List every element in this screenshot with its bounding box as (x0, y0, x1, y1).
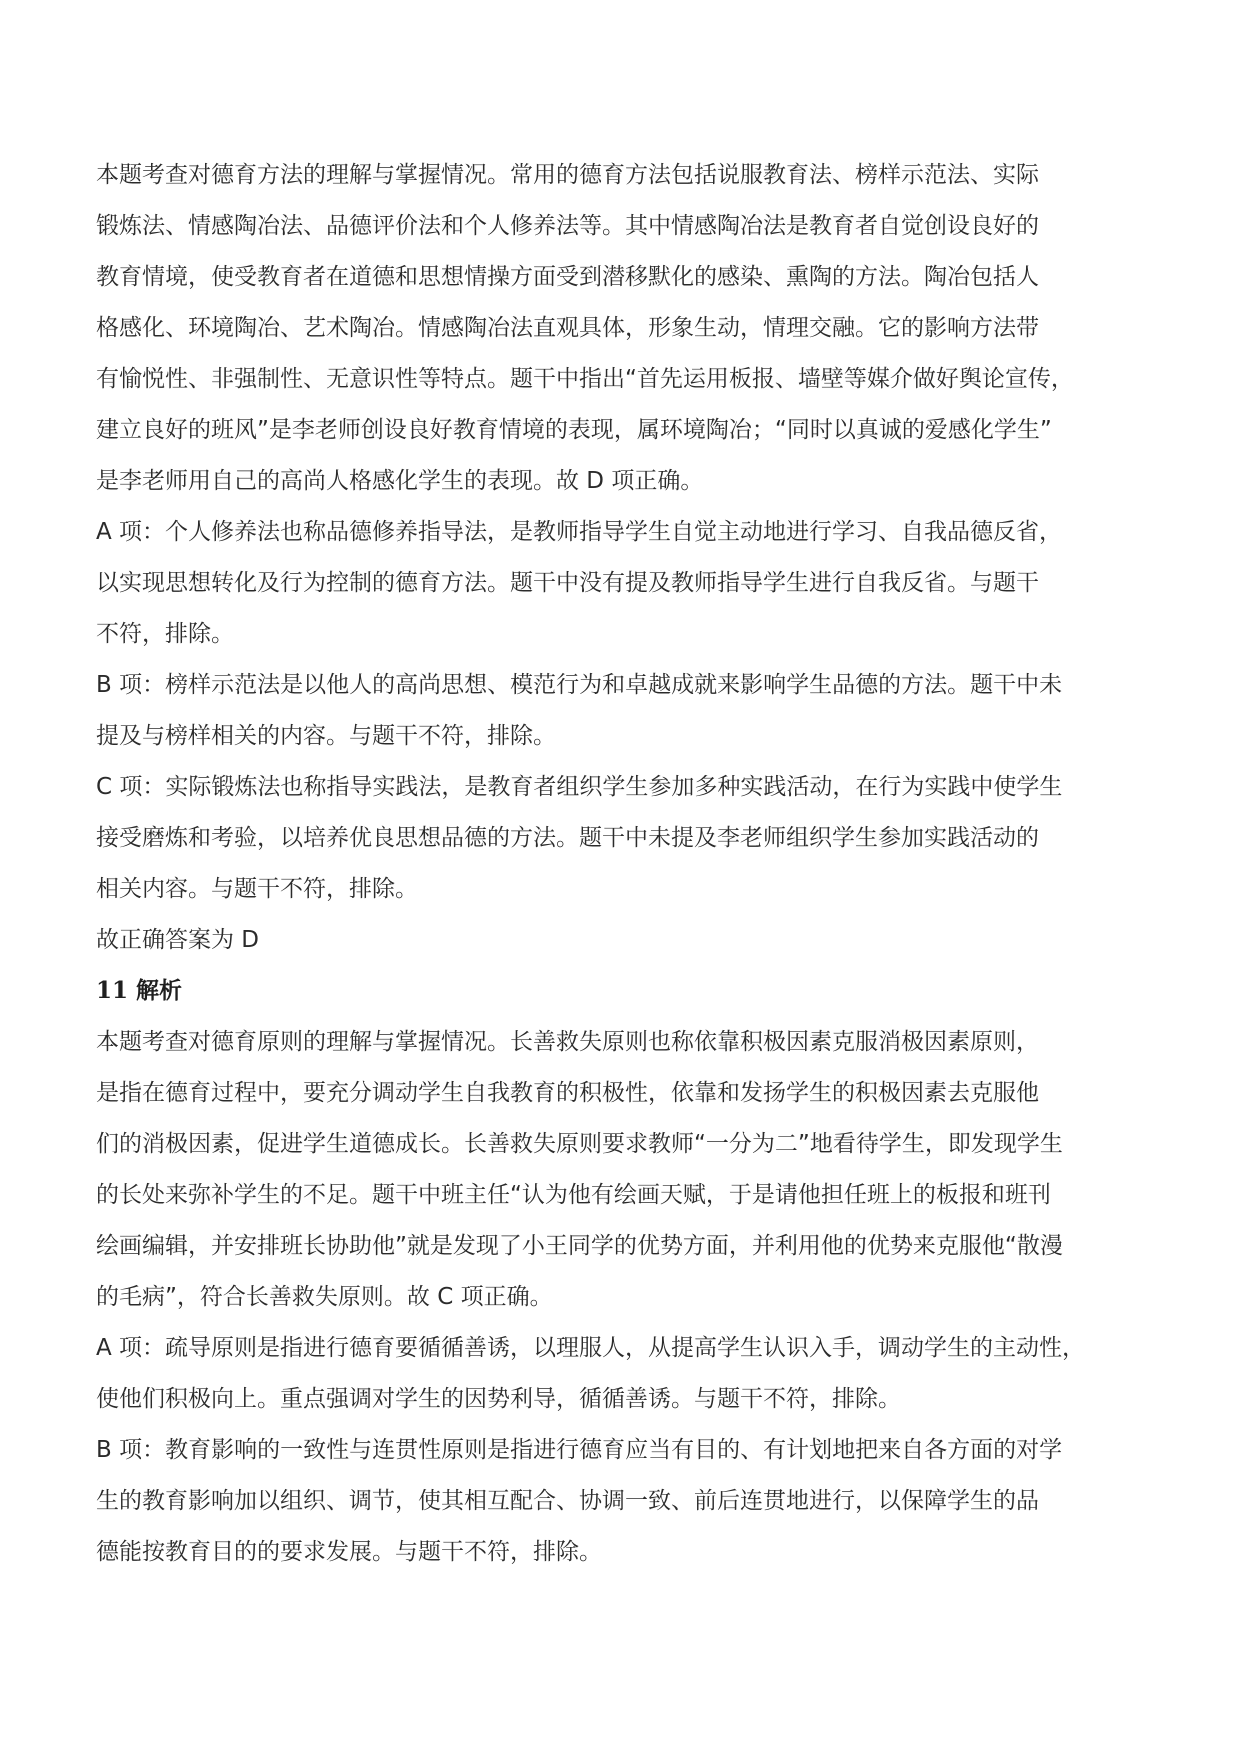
paragraph-line: 本题考查对德育原则的理解与掌握情况。长善救失原则也称依靠积极因素克服消极因素原则， (96, 1029, 1039, 1055)
paragraph-line: 是李老师用自己的高尚人格感化学生的表现。故 D 项正确。 (96, 468, 704, 494)
analysis-section-10 (96, 163, 1186, 979)
option-b-line: 德能按教育目的的要求发展。与题干不符，排除。 (96, 1539, 602, 1565)
document-body (96, 163, 1186, 1591)
option-a-line: 以实现思想转化及行为控制的德育方法。题干中没有提及教师指导学生进行自我反省。与题干 (96, 570, 1039, 596)
option-b-line: B 项：榜样示范法是以他人的高尚思想、模范行为和卓越成就来影响学生品德的方法。题干中未 (96, 672, 1063, 698)
paragraph-line: 教育情境，使受教育者在道德和思想情操方面受到潜移默化的感染、熏陶的方法。陶冶包括人 (96, 264, 1039, 290)
paragraph-line: 是指在德育过程中，要充分调动学生自我教育的积极性，依靠和发扬学生的积极因素去克服他 (96, 1080, 1039, 1106)
paragraph-line: 们的消极因素，促进学生道德成长。长善救失原则要求教师“一分为二”地看待学生，即发现学生 (96, 1131, 1063, 1157)
paragraph-line: 格感化、环境陶冶、艺术陶冶。情感陶冶法直观具体，形象生动，情理交融。它的影响方法带 (96, 315, 1039, 341)
paragraph-line: 的长处来弥补学生的不足。题干中班主任“认为他有绘画天赋，于是请他担任班上的板报和班刊 (96, 1182, 1051, 1208)
option-c-line: C 项：实际锻炼法也称指导实践法，是教育者组织学生参加多种实践活动，在行为实践中使学生 (96, 774, 1063, 800)
paragraph-line: 有愉悦性、非强制性、无意识性等特点。题干中指出“首先运用板报、墙壁等媒介做好舆论宣传， (96, 366, 1074, 392)
paragraph-line: 建立良好的班风”是李老师创设良好教育情境的表现，属环境陶冶；“同时以真诚的爱感化学生” (96, 417, 1052, 443)
option-a-line: A 项：个人修养法也称品德修养指导法，是教师指导学生自觉主动地进行学习、自我品德反省， (96, 519, 1063, 545)
paragraph-line: 锻炼法、情感陶冶法、品德评价法和个人修养法等。其中情感陶冶法是教育者自觉创设良好的 (96, 213, 1039, 239)
paragraph-line: 的毛病”，符合长善救失原则。故 C 项正确。 (96, 1284, 553, 1310)
section-heading: 11 解析 (96, 977, 183, 1004)
option-b-line: B 项：教育影响的一致性与连贯性原则是指进行德育应当有目的、有计划地把来自各方面的对学 (96, 1437, 1063, 1463)
option-b-line: 生的教育影响加以组织、调节，使其相互配合、协调一致、前后连贯地进行，以保障学生的品 (96, 1488, 1039, 1514)
paragraph-line: 绘画编辑，并安排班长协助他”就是发现了小王同学的优势方面，并利用他的优势来克服他“散漫 (96, 1233, 1063, 1259)
option-a-line: 不符，排除。 (96, 621, 234, 647)
option-b-line: 提及与榜样相关的内容。与题干不符，排除。 (96, 723, 556, 749)
option-c-line: 相关内容。与题干不符，排除。 (96, 876, 418, 902)
answer-line: 故正确答案为 D (96, 927, 260, 953)
option-a-line: A 项：疏导原则是指进行德育要循循善诱，以理服人，从提高学生认识入手，调动学生的主动性， (96, 1335, 1086, 1361)
paragraph-line: 本题考查对德育方法的理解与掌握情况。常用的德育方法包括说服教育法、榜样示范法、实际 (96, 162, 1039, 188)
option-a-line: 使他们积极向上。重点强调对学生的因势利导，循循善诱。与题干不符，排除。 (96, 1386, 901, 1412)
option-c-line: 接受磨炼和考验，以培养优良思想品德的方法。题干中未提及李老师组织学生参加实践活动的 (96, 825, 1039, 851)
analysis-section-11 (96, 979, 1186, 1591)
